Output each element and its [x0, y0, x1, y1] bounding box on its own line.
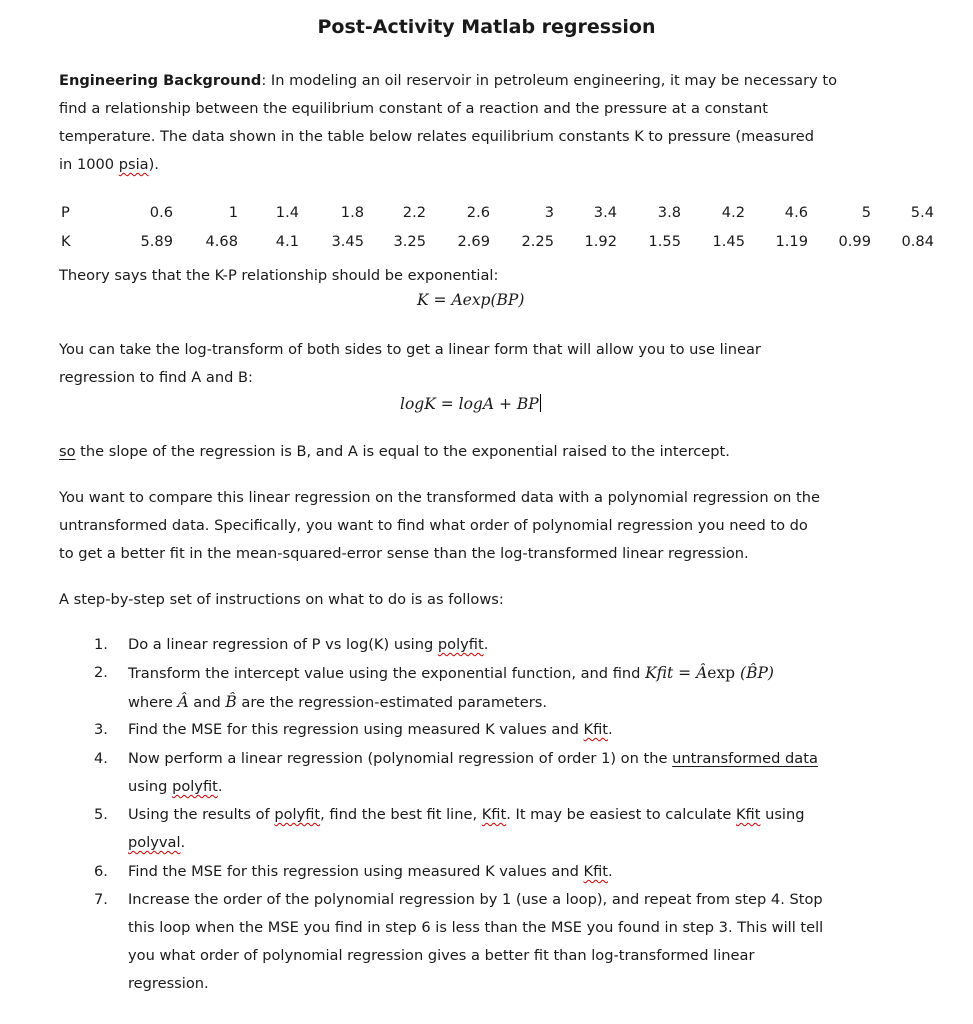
- step-1-text: Do a linear regression of P vs log(K) using: [128, 636, 438, 653]
- table-p-cell: 4.2: [721, 204, 745, 221]
- list-item: [0, 631, 973, 659]
- theory-eq-a: A: [451, 291, 463, 309]
- list-item: [0, 858, 973, 886]
- step-2-ahat: Â: [696, 664, 708, 682]
- compare-line2: untransformed data. Specifically, you want to find what order of polynomial regression you need to do: [59, 517, 808, 534]
- table-p-cell: 3.4: [593, 204, 617, 221]
- table-p-cell: 4.6: [784, 204, 808, 221]
- step-2-bp: (B̂P): [735, 664, 774, 682]
- step-5-polyval: polyval: [128, 834, 181, 851]
- step-1-polyfit: polyfit: [437, 636, 484, 653]
- table-p-cell: 2.6: [466, 204, 490, 221]
- theory-eq-exp: exp: [462, 291, 491, 309]
- theory-eq-arg: (BP): [490, 291, 525, 309]
- list-item: [0, 745, 973, 801]
- slope-rest: the slope of the regression is B, and A is equal to the exponential raised to the intercept.: [75, 443, 730, 460]
- step-number: 1.: [94, 636, 108, 653]
- table-k-cell: 5.89: [140, 233, 173, 250]
- compare-line1: You want to compare this linear regression on the transformed data with a polynomial regression on the: [59, 489, 821, 506]
- list-item: [0, 886, 973, 998]
- log-line2: regression to find A and B:: [59, 369, 253, 386]
- steps-list: [0, 631, 973, 998]
- background-line4-pre: in 1000: [59, 156, 119, 173]
- log-equation: [400, 394, 541, 413]
- step-6-period: .: [608, 863, 613, 880]
- step-number: 5.: [94, 806, 108, 823]
- step-3-period: .: [608, 721, 613, 738]
- list-item: [0, 716, 973, 745]
- step-number: 3.: [94, 721, 108, 738]
- step-7-line1: Increase the order of the polynomial regression by 1 (use a loop), and repeat from step 4. Stop: [128, 891, 823, 908]
- table-p-label: P: [61, 204, 70, 221]
- background-paragraph: [59, 67, 919, 179]
- compare-line3: to get a better fit in the mean-squared-error sense than the log-transformed linear regression.: [59, 545, 749, 562]
- page-title: Post-Activity Matlab regression: [317, 16, 656, 38]
- background-line1: In modeling an oil reservoir in petroleum engineering, it may be necessary to: [266, 72, 838, 89]
- step-number: 4.: [94, 750, 108, 767]
- table-k-cell: 2.69: [457, 233, 490, 250]
- step-5-kfit: Kfit: [481, 806, 507, 823]
- background-colon: :: [261, 72, 267, 89]
- step-5-mid3: using: [760, 806, 805, 823]
- step-5-mid1: , find the best fit line,: [320, 806, 482, 823]
- psia-word: psia: [118, 156, 149, 173]
- table-k-cell: 0.99: [838, 233, 871, 250]
- step-2-equals: =: [673, 664, 697, 682]
- table-k-cell: 3.25: [393, 233, 426, 250]
- step-text: [128, 858, 908, 886]
- log-line1: You can take the log-transform of both sides to get a linear form that will allow you to use linear: [59, 341, 761, 358]
- step-2-line2-bhat: B̂: [225, 693, 237, 711]
- step-4-period: .: [217, 778, 223, 795]
- step-5-kfit-2: Kfit: [735, 806, 761, 823]
- table-p-cell: 5: [861, 204, 871, 221]
- table-p-cell: 5.4: [910, 204, 934, 221]
- table-p-cell: 1.4: [275, 204, 299, 221]
- step-2-line2-ahat: Â: [177, 693, 189, 711]
- slope-so: so: [59, 443, 76, 460]
- table-k-cell: 0.84: [901, 233, 934, 250]
- step-number: 2.: [94, 664, 108, 681]
- table-k-cell: 1.45: [712, 233, 745, 250]
- step-6-text: Find the MSE for this regression using measured K values and: [128, 863, 584, 880]
- slope-paragraph: [59, 438, 919, 466]
- step-3-text: Find the MSE for this regression using measured K values and: [128, 721, 584, 738]
- steps-intro: A step-by-step set of instructions on what to do is as follows:: [59, 591, 504, 608]
- compare-paragraph: [59, 484, 919, 568]
- table-p-cell: 1: [228, 204, 238, 221]
- table-k-cell: 1.19: [775, 233, 808, 250]
- log-transform-paragraph: [59, 336, 919, 392]
- step-text: [128, 886, 908, 998]
- table-k-cell: 2.25: [521, 233, 554, 250]
- log-eq-lhs: logK: [400, 395, 436, 413]
- table-p-cell: 1.8: [340, 204, 364, 221]
- table-p-cell: 0.6: [149, 204, 173, 221]
- step-5-polyfit: polyfit: [274, 806, 321, 823]
- step-text: [128, 716, 908, 744]
- background-line3: temperature. The data shown in the table below relates equilibrium constants K to pressure (measured: [59, 128, 814, 145]
- step-7-line4: regression.: [128, 975, 209, 992]
- step-2-exp: exp: [707, 664, 736, 682]
- step-6-kfit: Kfit: [583, 863, 608, 880]
- step-4-untransformed: untransformed data: [672, 750, 818, 767]
- step-text: [128, 801, 908, 857]
- text-cursor: [540, 394, 541, 412]
- step-2-kfit: Kfit: [645, 664, 674, 682]
- step-7-line2: this loop when the MSE you find in step 6 is less than the MSE you found in step 3. This will tell: [128, 919, 824, 936]
- list-item: [0, 659, 973, 716]
- background-line4-post: ).: [148, 156, 159, 173]
- step-5-period: .: [180, 834, 186, 851]
- step-text: [128, 631, 908, 659]
- table-k-cell: 1.92: [584, 233, 617, 250]
- step-4-using: using: [128, 778, 173, 795]
- table-k-cell: 4.1: [275, 233, 299, 250]
- step-4-text: Now perform a linear regression (polynomial regression of order 1) on the: [128, 750, 673, 767]
- step-3-kfit: Kfit: [583, 721, 608, 738]
- step-5-mid2: . It may be easiest to calculate: [506, 806, 736, 823]
- step-2-where: where: [128, 694, 178, 711]
- table-k-label: K: [61, 233, 71, 250]
- list-item: [0, 801, 973, 858]
- theory-equation: [417, 291, 524, 309]
- step-4-polyfit: polyfit: [172, 778, 218, 795]
- table-k-cell: 3.45: [331, 233, 364, 250]
- step-2-line1: Transform the intercept value using the exponential function, and find: [128, 665, 646, 682]
- table-p-cell: 2.2: [402, 204, 426, 221]
- step-number: 7.: [94, 891, 108, 908]
- theory-eq-lhs: K: [417, 291, 429, 309]
- step-text: [128, 745, 908, 801]
- log-eq-rhs: logA + BP: [458, 395, 539, 413]
- step-2-and: and: [188, 694, 226, 711]
- table-p-cell: 3: [544, 204, 554, 221]
- step-5-text: Using the results of: [128, 806, 275, 823]
- step-7-line3: you what order of polynomial regression gives a better fit than log-transformed linear: [128, 947, 755, 964]
- step-2-line2-post: are the regression-estimated parameters.: [236, 694, 547, 711]
- step-1-period: .: [483, 636, 489, 653]
- theory-eq-equals: =: [428, 291, 452, 309]
- background-line2: find a relationship between the equilibrium constant of a reaction and the pressure at a constant: [59, 100, 769, 117]
- table-p-cell: 3.8: [657, 204, 681, 221]
- background-label: Engineering Background: [59, 72, 262, 89]
- theory-text: Theory says that the K-P relationship should be exponential:: [59, 267, 499, 284]
- log-eq-equals: =: [435, 395, 459, 413]
- step-text: [128, 659, 908, 717]
- table-k-cell: 1.55: [648, 233, 681, 250]
- step-number: 6.: [94, 863, 108, 880]
- table-k-cell: 4.68: [205, 233, 238, 250]
